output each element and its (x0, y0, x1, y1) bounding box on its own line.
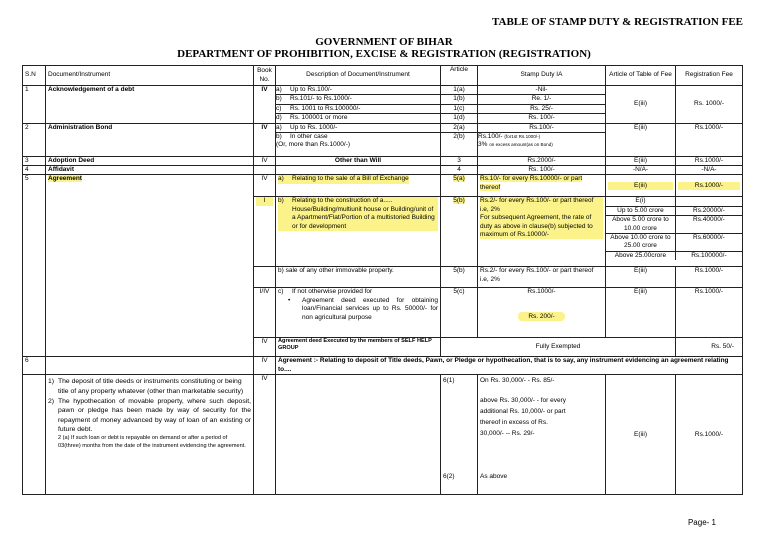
table-row (23, 86, 743, 124)
row-1-desc: a) Up to Rs.100/- b) Rs.101/- to Rs.1000/- c) Rs. 1001 to Rs.100000/- d) Rs. 100001 or more (276, 86, 441, 124)
col-header-article: Article (441, 66, 478, 86)
row-6-items: 1) The deposit of title deeds or instruments constituting or being title of any property whatever (other than marketable security) 2) The hypothecation of movable property, where such deposit, pawn or pledge has been made by way of security for the repayment of money advanced by way of loan of an existing or future debt. 2 (a) If such loan or debt is repayable on demand or after a period of 03(three) months from the date of the instrument evidencing the agreement. (46, 375, 254, 495)
row-3-doc: Adoption Deed (46, 156, 254, 165)
row-3-article: 3 (441, 156, 478, 165)
col-header-duty: Stamp Duty IA (478, 66, 606, 86)
table-row (23, 375, 743, 495)
row-4-sn: 4 (23, 166, 46, 175)
row-5b-fees: E(i) Up to 5.00 crore Rs.20000/- Above 5.00 crore to 10.00 crore Rs.40000/- Above 10.00 crore to 25.00 crore Rs.60000/- Above 25.00crore Rs.100000/- (606, 197, 743, 267)
government-heading: GOVERNMENT OF BIHAR (315, 36, 453, 48)
row-5a-duty: Rs.10/- for every Rs.10000/- or part thereof (478, 175, 606, 197)
row-5b2-duty: Rs.2/- for every Rs.100/- or part thereof i.e, 2% (478, 267, 606, 288)
col-header-sn: S.N (23, 66, 46, 86)
row-4-desc (276, 166, 441, 175)
col-header-doc: Document/Instrument (46, 66, 254, 86)
table-row (23, 357, 743, 375)
row-5b2-book (254, 267, 276, 288)
row-5c-duty: Rs.1000/- Rs. 200/- (478, 288, 606, 338)
row-2-article: 2(a) 2(b) (441, 123, 478, 156)
row-4-book (254, 166, 276, 175)
row-5a-art-fee: E(iii) (606, 175, 676, 197)
row-5c-art-fee: E(iii) (606, 288, 676, 338)
row-5d-desc: Agreement deed Executed by the members of SELF HELP GROUP (276, 338, 441, 357)
row-6b-sn (23, 375, 46, 495)
row-2-desc: a) Up to Rs. 1000/- b) In other case (Or, more than Rs.1000/-) (276, 123, 441, 156)
row-6b-reg-fee: Rs.1000/- (676, 375, 743, 495)
row-5a-article: 5(a) (441, 175, 478, 197)
row-4-reg-fee: -N/A- (676, 166, 743, 175)
row-5-doc-cell (46, 175, 254, 357)
col-header-art-fee: Article of Table of Fee (606, 66, 676, 86)
row-5b-book: I (254, 197, 276, 267)
row-2-book: IV (254, 123, 276, 156)
row-4-article: 4 (441, 166, 478, 175)
department-heading: DEPARTMENT OF PROHIBITION, EXCISE & REGISTRATION (REGISTRATION) (177, 48, 591, 60)
row-4-duty: Rs. 100/- (478, 166, 606, 175)
row-5-sn: 5 (23, 175, 46, 357)
row-6-desc: Agreement :- Relating to deposit of Title deeds, Pawn, or Pledge or hypothecation, that is to say, any instrument evidencing an agreement relating to.... (276, 357, 743, 375)
row-2-duty: Rs.100/- Rs.100/- (for1st Rs.1000/-) 3% on excess amount(as on Bond) (478, 123, 606, 156)
table-row (23, 166, 743, 175)
row-5a-desc: a) Relating to the sale of a Bill of Exchange (276, 175, 441, 197)
row-6-book: IV (254, 357, 276, 375)
row-5b2-article: 5(b) (441, 267, 478, 288)
row-5d-reg-fee: Rs. 50/- (676, 338, 743, 357)
row-5d-duty: Fully Exempted (441, 338, 676, 357)
page-number: Page- 1 (687, 518, 716, 527)
row-5b-article: 5(b) (441, 197, 478, 267)
row-1-duty: -Nil- Re. 1/- Rs. 25/- Rs. 100/- (478, 86, 606, 124)
row-2-art-fee: E(iii) (606, 123, 676, 156)
row-3-reg-fee: Rs.1000/- (676, 156, 743, 165)
row-3-sn: 3 (23, 156, 46, 165)
row-5b-duty: Rs.2/- for every Rs.100/- or part thereof i.e, 2% For subsequent Agreement, the rate of duty as above in clause(b) subjected to maximum of Rs.10000/- (478, 197, 606, 267)
row-5c-desc: c) If not otherwise provided for • Agreement deed executed for obtaining loan/Financial services up to Rs. 50000/- for non agricultural purpose (276, 288, 441, 338)
stamp-duty-table (22, 65, 743, 495)
row-1-book: IV (254, 86, 276, 124)
row-3-art-fee: E(iii) (606, 156, 676, 165)
row-3-duty: Rs.2000/- (478, 156, 606, 165)
row-2-sn: 2 (23, 123, 46, 156)
row-1-sn: 1 (23, 86, 46, 124)
row-5b2-desc: b) sale of any other immovable property. (276, 267, 441, 288)
row-5b2-art-fee: E(iii) (606, 267, 676, 288)
row-5b2-reg-fee: Rs.1000/- (676, 267, 743, 288)
row-6b-book: IV (254, 375, 276, 495)
row-5d-book: IV (254, 338, 276, 357)
row-2-reg-fee: Rs.1000/- (676, 123, 743, 156)
row-3-book: IV (254, 156, 276, 165)
row-5c-reg-fee: Rs.1000/- (676, 288, 743, 338)
row-6-doc (46, 357, 254, 375)
row-3-desc: Other than Will (276, 156, 441, 165)
row-5a-reg-fee: Rs.1000/- (676, 175, 743, 197)
row-4-doc: Affidavit (46, 166, 254, 175)
row-6b-art-fee: E(iii) (606, 375, 676, 495)
table-row (23, 123, 743, 156)
row-1-article: 1(a) 1(b) 1(c) 1(d) (441, 86, 478, 124)
table-row (23, 156, 743, 165)
row-6b-duty: On Rs. 30,000/- - Rs. 85/- above Rs. 30,000/- - for every additional Rs. 10,000/- or part thereof in excess of Rs. 30,000/- -- Rs. 29/- As above (478, 375, 606, 495)
row-5c-article: 5(c) (441, 288, 478, 338)
row-5a-book: IV (254, 175, 276, 197)
col-header-desc: Description of Document/Instrument (276, 66, 441, 86)
row-1-reg-fee: Rs. 1000/- (676, 86, 743, 124)
row-5c-book: I/IV (254, 288, 276, 338)
table-header-row (23, 66, 743, 86)
document-title: TABLE OF STAMP DUTY & REGISTRATION FEE (492, 16, 743, 28)
row-5b-desc: b) Relating to the construction of a..... House/Building/multiunit house or Building/unit of a Apartment/Flat/Portion of a multistoried Building or for development (276, 197, 441, 267)
row-6-sn: 6 (23, 357, 46, 375)
row-4-art-fee: -N/A- (606, 166, 676, 175)
col-header-reg-fee: Registration Fee (676, 66, 743, 86)
row-5-doc: Agreement (48, 175, 82, 183)
table-row (23, 175, 743, 197)
row-1-art-fee: E(iii) (606, 86, 676, 124)
col-header-book: Book No. (254, 66, 276, 86)
row-6b-desc (276, 375, 441, 495)
row-2-doc: Administration Bond (46, 123, 254, 156)
row-6b-article: 6(1) 6(2) (441, 375, 478, 495)
row-1-doc: Acknowledgement of a debt (46, 86, 254, 124)
